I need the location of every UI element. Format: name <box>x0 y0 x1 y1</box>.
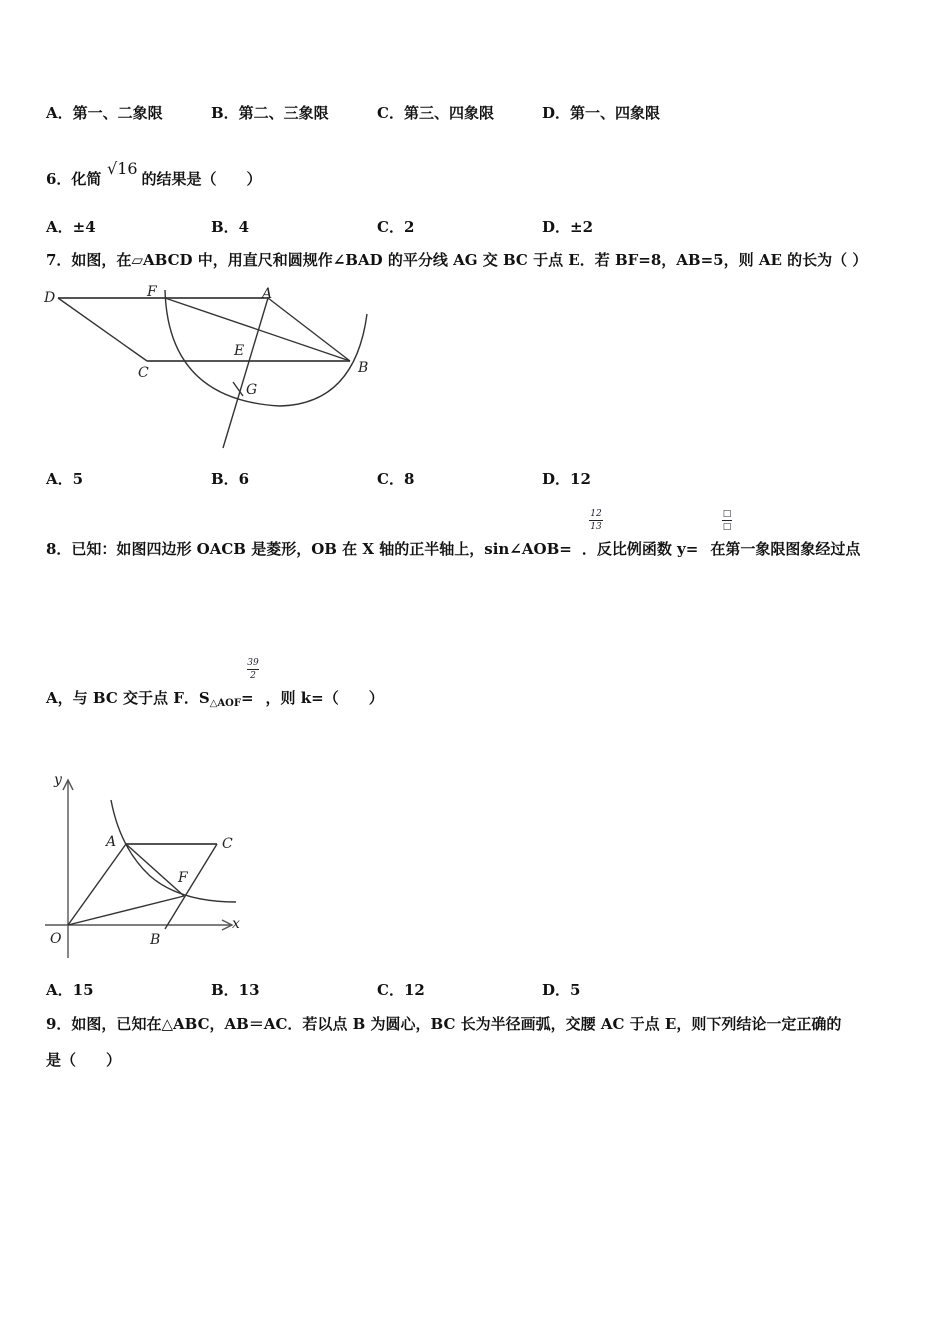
q5-option-d: D．第一、四象限 <box>542 104 661 122</box>
q8-line2-eq: = <box>240 689 254 707</box>
q8-text-part3: 在第一象限图象经过点 <box>710 540 861 558</box>
q8-sin-den: 13 <box>590 522 602 532</box>
q6-suffix: 的结果是（ ） <box>141 170 262 188</box>
q8-text-part2: ．反比例函数 y= <box>581 540 699 558</box>
q5-option-a: A．第一、二象限 <box>46 104 163 122</box>
q6-option-c: C．2 <box>377 218 415 236</box>
q8-option-b: B．13 <box>211 981 260 999</box>
q7-parallelogram-figure <box>40 282 380 452</box>
q6-prefix: 6．化简 <box>46 170 102 188</box>
q5-options <box>46 102 766 122</box>
q5-option-c: C．第三、四象限 <box>377 104 494 122</box>
q8-label-a: A <box>106 834 117 850</box>
q7-option-a: A．5 <box>46 470 84 488</box>
q9-question-line2: 是（ ） <box>46 1051 122 1069</box>
q8-area-fraction <box>247 658 259 681</box>
q8-question-line1 <box>46 539 860 559</box>
q6-option-a: A．±4 <box>46 218 96 236</box>
q8-line2-part2: ，则 k=（ ） <box>265 689 384 707</box>
q8-line2-part1: A，与 BC 交于点 F．S <box>46 689 210 707</box>
q7-option-d: D．12 <box>542 470 591 488</box>
q7-option-b: B．6 <box>211 470 250 488</box>
q8-option-c: C．12 <box>377 981 425 999</box>
q8-rhombus-figure <box>40 768 250 963</box>
q7-label-f: F <box>147 284 157 300</box>
q8-question-line2 <box>46 688 384 714</box>
q7-label-c: C <box>138 365 149 381</box>
q8-label-o: O <box>50 931 62 947</box>
q9-question-line1: 9．如图，已知在△ABC，AB＝AC．若以点 B 为圆心，BC 长为半径画弧，交腰 AC 于点 E，则下列结论一定正确的 <box>46 1015 842 1033</box>
q8-area-num: 39 <box>247 658 259 668</box>
q8-sin-num: 12 <box>590 509 602 519</box>
q7-label-b: B <box>358 360 369 376</box>
q8-area-subscript: △AOF <box>209 698 241 709</box>
q8-option-d: D．5 <box>542 981 581 999</box>
q8-label-b: B <box>150 932 161 948</box>
q6-option-d: D．±2 <box>542 218 594 236</box>
q7-question: 7．如图，在▱ABCD 中，用直尺和圆规作∠BAD 的平分线 AG 交 BC 于点 E．若 BF=8，AB=5，则 AE 的长为（ ） <box>46 251 868 269</box>
q8-label-y: y <box>54 772 62 788</box>
q6-question <box>46 169 261 189</box>
q8-y-fraction <box>722 509 732 532</box>
q8-label-c: C <box>222 836 233 852</box>
q7-label-e: E <box>234 343 245 359</box>
q7-label-a: A <box>262 286 273 302</box>
q8-y-num: □ <box>722 509 732 519</box>
q5-option-b: B．第二、三象限 <box>211 104 329 122</box>
q8-label-f: F <box>178 870 188 886</box>
q7-options <box>46 468 766 488</box>
q7-label-g: G <box>246 382 258 398</box>
q8-area-den: 2 <box>250 671 256 681</box>
q7-label-d: D <box>44 290 56 306</box>
q8-options <box>46 979 766 999</box>
q8-text-part1: 8．已知：如图四边形 OACB 是菱形，OB 在 X 轴的正半轴上，sin∠AOB= <box>46 540 572 558</box>
q8-sin-fraction <box>589 509 603 532</box>
q6-option-b: B．4 <box>211 218 250 236</box>
q6-options <box>46 216 766 236</box>
q8-option-a: A．15 <box>46 981 94 999</box>
q8-label-x: x <box>232 916 240 932</box>
q6-radical: √16 <box>107 159 138 178</box>
q8-y-den: □ <box>722 522 732 532</box>
q7-option-c: C．8 <box>377 470 415 488</box>
